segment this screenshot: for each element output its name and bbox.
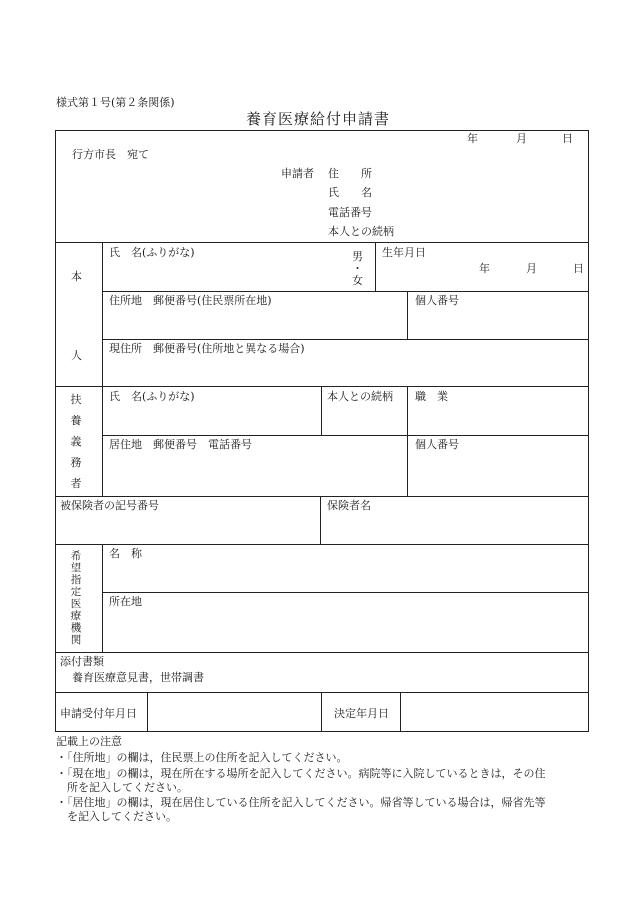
- gender-separator: ・: [352, 262, 363, 275]
- divider: [321, 692, 322, 732]
- divider: [147, 692, 148, 732]
- divider: [407, 386, 408, 496]
- divider: [407, 291, 408, 339]
- person-side-label-top: 本: [71, 270, 82, 283]
- insured-symbol-label: 被保険者の記号番号: [60, 499, 159, 512]
- applicant-name-label: 氏 名: [328, 186, 372, 199]
- divider: [55, 652, 589, 653]
- form-number: 様式第１号(第２条関係): [56, 96, 175, 109]
- decided-date-label: 決定年月日: [334, 707, 389, 720]
- attachments-content: 養育医療意見書，世帯調書: [72, 671, 204, 684]
- person-name-label: 氏 名(ふりがな): [109, 246, 195, 259]
- date-year: 年: [467, 132, 478, 145]
- divider: [375, 242, 376, 291]
- note-item: を記入してください。: [56, 810, 177, 823]
- applicant-phone-label: 電話番号: [328, 206, 372, 219]
- note-item: ・「現在地」の欄は，現在所在する場所を記入してください。病院等に入院しているときは，その住: [56, 767, 546, 780]
- divider: [102, 291, 589, 292]
- form-frame: [55, 130, 589, 732]
- divider: [400, 692, 401, 732]
- insurer-name-label: 保険者名: [327, 499, 371, 512]
- divider: [102, 435, 589, 436]
- institution-name-label: 名 称: [109, 547, 142, 560]
- addressee: 行方市長 宛て: [72, 148, 149, 161]
- divider: [102, 386, 103, 496]
- date-month: 月: [516, 132, 527, 145]
- attachments-label: 添付書類: [60, 655, 104, 668]
- divider: [102, 242, 103, 386]
- divider: [321, 386, 322, 435]
- note-item: ・「居住地」の欄は，現在居住している住所を記入してください。帰省等している場合は，帰省先等: [56, 796, 546, 809]
- divider: [55, 386, 589, 387]
- gender-female: 女: [352, 274, 363, 287]
- note-item: ・「住所地」の欄は，住民票上の住所を記入してください。: [56, 751, 348, 764]
- date-day: 日: [562, 132, 573, 145]
- divider: [102, 592, 589, 593]
- divider: [102, 339, 589, 340]
- divider: [55, 692, 589, 693]
- divider: [55, 544, 589, 545]
- supporter-name-label: 氏 名(ふりがな): [109, 390, 195, 403]
- person-address-label: 住所地 郵便番号(住民票所在地): [109, 294, 272, 307]
- person-personal-number-label: 個人番号: [415, 294, 459, 307]
- birth-date-label: 生年月日: [382, 246, 426, 259]
- note-item: 所を記入してください。: [56, 781, 188, 794]
- divider: [320, 496, 321, 544]
- applicant-relation-label: 本人との続柄: [328, 225, 394, 238]
- person-side-label-bottom: 人: [71, 349, 82, 362]
- institution-location-label: 所在地: [109, 595, 142, 608]
- supporter-occupation-label: 職 業: [415, 390, 448, 403]
- supporter-personal-number-label: 個人番号: [415, 438, 459, 451]
- birth-day: 日: [573, 262, 584, 275]
- received-date-label: 申請受付年月日: [60, 707, 137, 720]
- notes-heading: 記載上の注意: [56, 735, 122, 748]
- birth-month: 月: [526, 262, 537, 275]
- applicant-label: 申請者: [281, 167, 314, 180]
- page-title: 養育医療給付申請書: [246, 110, 391, 128]
- divider: [55, 242, 589, 243]
- applicant-address-label: 住 所: [328, 167, 372, 180]
- institution-side-label: 希 望 指 定 医 療 機 関: [70, 550, 82, 646]
- divider: [55, 496, 589, 497]
- divider: [102, 544, 103, 652]
- birth-year: 年: [479, 262, 490, 275]
- supporter-relation-label: 本人との続柄: [327, 390, 393, 403]
- supporter-residence-label: 居住地 郵便番号 電話番号: [109, 438, 252, 451]
- person-current-address-label: 現住所 郵便番号(住所地と異なる場合): [109, 342, 305, 355]
- gender-male: 男: [352, 250, 363, 263]
- supporter-side-label: 扶 養 義 務 者: [70, 393, 82, 490]
